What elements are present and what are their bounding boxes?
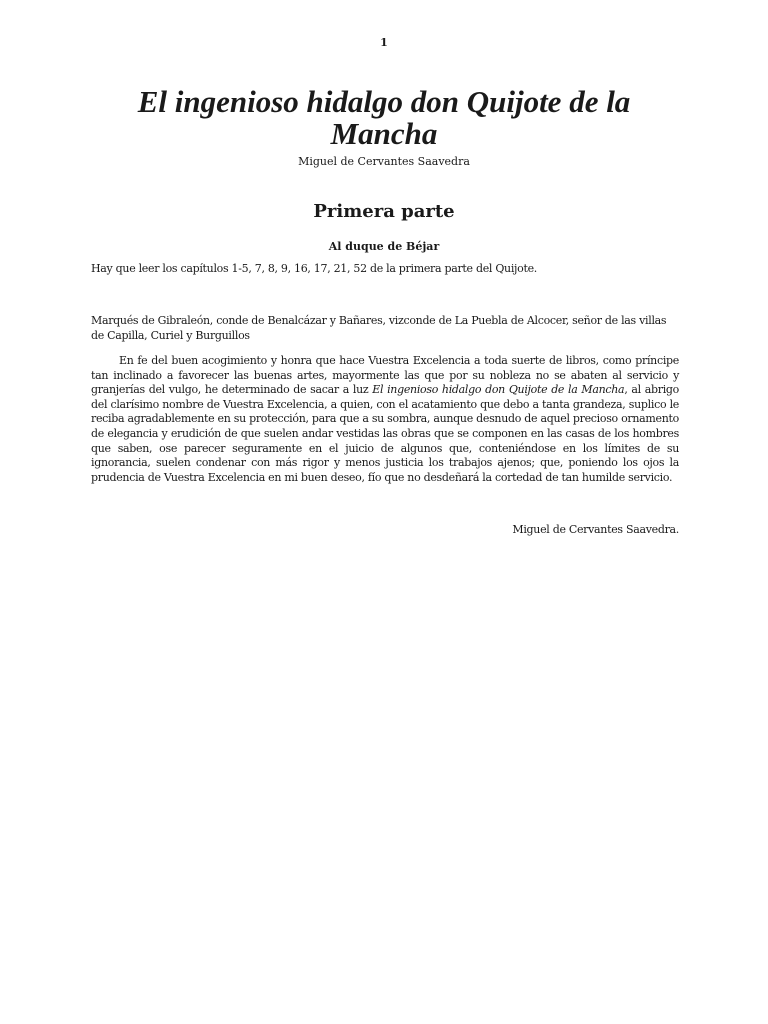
dedication-recipient: Marqués de Gibraleón, conde de Benalcázar y Bañares, vizconde de La Puebla de Alcocer, señor de las villas de Capilla, Curiel y Burguillos [91,314,667,342]
dedication-body-part1: En fe del buen acogimiento y honra que hace Vuestra Excelencia a toda suerte de libros, como príncipe tan inclinado a favorecer las buenas artes, mayormente las que por su nobleza no se abaten al servicio y granjerías del vulgo, he determinado de sacar a luz [91,354,679,397]
page-number: 1 [380,36,388,49]
dedication-body-part2: , al abrigo del clarísimo nombre de Vuestra Excelencia, a quien, con el acatamiento que debo a tanta grandeza, suplico le reciba agradablemente en su protección, para que a su sombra, aunque desnudo de aquel precioso ornamento de elegancia y erudición de que suelen andar vestidas las obras que se componen en las casas de los hombres que saben, ose parecer seguramente en el juicio de algunos que, conteniéndose en los límites de su ignorancia, suelen condenar con más rigor y menos justicia los trabajos ajenos; que, poniendo los ojos la prudencia de Vuestra Excelencia en mi buen deseo, fío que no desdeñará la cortedad de tan humilde servicio. [91,383,679,484]
dedication-heading: Al duque de Béjar [328,240,440,253]
signature: Miguel de Cervantes Saavedra. [512,523,679,536]
section-heading: Primera parte [313,201,455,222]
author-name: Miguel de Cervantes Saavedra [298,155,470,168]
reading-note: Hay que leer los capítulos 1-5, 7, 8, 9, 16, 17, 21, 52 de la primera parte del Quijote. [91,262,538,275]
dedication-body [91,354,679,485]
italic-book-title: El ingenioso hidalgo don Quijote de la Mancha [372,383,625,397]
document-title: El ingenioso hidalgo don Quijote de la Mancha [137,84,631,151]
